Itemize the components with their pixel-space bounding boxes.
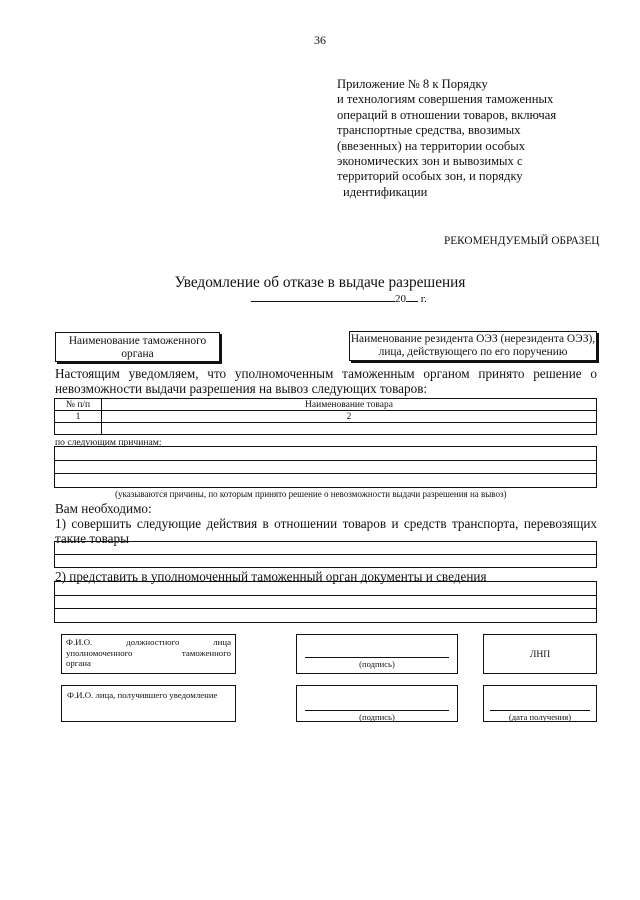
need-label: Вам необходимо: (55, 501, 152, 516)
action1-line1: 1) совершить следующие действия в отношении товаров и средств транспорта, перевозящих (55, 516, 597, 531)
appendix-header (337, 77, 617, 200)
date-line (251, 293, 427, 305)
official-label-word: лица (213, 637, 231, 647)
table-cell[interactable] (102, 423, 597, 435)
appendix-line: операций в отношении товаров, включая (337, 107, 557, 122)
document-title: Уведомление об отказе в выдаче разрешения (174, 274, 466, 291)
date-line (490, 710, 590, 711)
goods-table-header-row (55, 399, 597, 411)
action1-fill-area[interactable] (54, 541, 597, 568)
appendix-line: идентификации (343, 184, 428, 199)
reasons-note: (указываются причины, по которым принято решение о невозможности выдачи разрешения на вывоз) (115, 489, 507, 499)
lnp-box: ЛНП (483, 634, 597, 674)
reasons-fill-area[interactable] (54, 446, 597, 488)
official-name-box (61, 634, 236, 674)
col-number-1: 1 (55, 411, 102, 423)
official-label-word: уполномоченного (66, 647, 133, 658)
appendix-line: транспортные средства, ввозимых (337, 123, 521, 138)
recipient-name-box: Ф.И.О. лица, получившего уведомление (61, 685, 236, 722)
resident-box: Наименование резидента ОЭЗ (нерезидента ОЭЗ), лица, действующего по его поручению (349, 331, 597, 361)
date-blank[interactable] (251, 293, 395, 302)
action2-text: 2) представить в уполномоченный таможенный орган документы и сведения (55, 569, 487, 584)
date-suffix: г. (420, 293, 427, 305)
signature-line (305, 710, 449, 711)
signature-caption: (подпись) (359, 712, 395, 722)
signature-line (305, 657, 449, 658)
action1-line2: такие товары (55, 531, 129, 546)
action2-fill-area[interactable] (54, 581, 597, 623)
official-label-word: органа (66, 658, 91, 668)
appendix-line: (ввезенных) на территории особых (337, 138, 526, 153)
official-label-word: должностного (126, 637, 180, 647)
recipient-signature-box[interactable] (296, 685, 458, 722)
date-year-prefix: 20 (395, 293, 406, 305)
official-signature-box[interactable] (296, 634, 458, 674)
appendix-line: Приложение № 8 к Порядку (337, 77, 488, 91)
col-number-2: 2 (102, 411, 597, 423)
appendix-line: экономических зон и вывозимых с (337, 154, 523, 169)
customs-body-box: Наименование таможенного органа (55, 332, 220, 362)
notice-text-line2: невозможности выдачи разрешения на вывоз следующих товаров: (55, 381, 428, 396)
recommended-sample-label: РЕКОМЕНДУЕМЫЙ ОБРАЗЕЦ (444, 235, 600, 247)
notice-text-line1: Настоящим уведомляем, что уполномоченным таможенным органом принято решение о (55, 366, 597, 381)
table-row (55, 423, 597, 435)
year-blank[interactable] (406, 293, 418, 302)
reasons-label: по следующим причинам: (55, 437, 162, 448)
signature-caption: (подпись) (359, 659, 395, 669)
goods-table-number-row (55, 411, 597, 423)
appendix-line: территорий особых зон, и порядку (337, 169, 523, 184)
col-header-goods-name: Наименование товара (102, 399, 597, 411)
date-received-caption: (дата получения) (508, 712, 572, 722)
goods-table (54, 398, 597, 435)
official-label-word: Ф.И.О. (66, 637, 93, 647)
official-label-word: таможенного (181, 647, 231, 658)
page-number: 36 (314, 33, 326, 47)
table-cell[interactable] (55, 423, 102, 435)
date-received-box[interactable] (483, 685, 597, 722)
appendix-line: и технологиям совершения таможенных (337, 92, 554, 107)
col-header-number: № п/п (55, 399, 102, 411)
